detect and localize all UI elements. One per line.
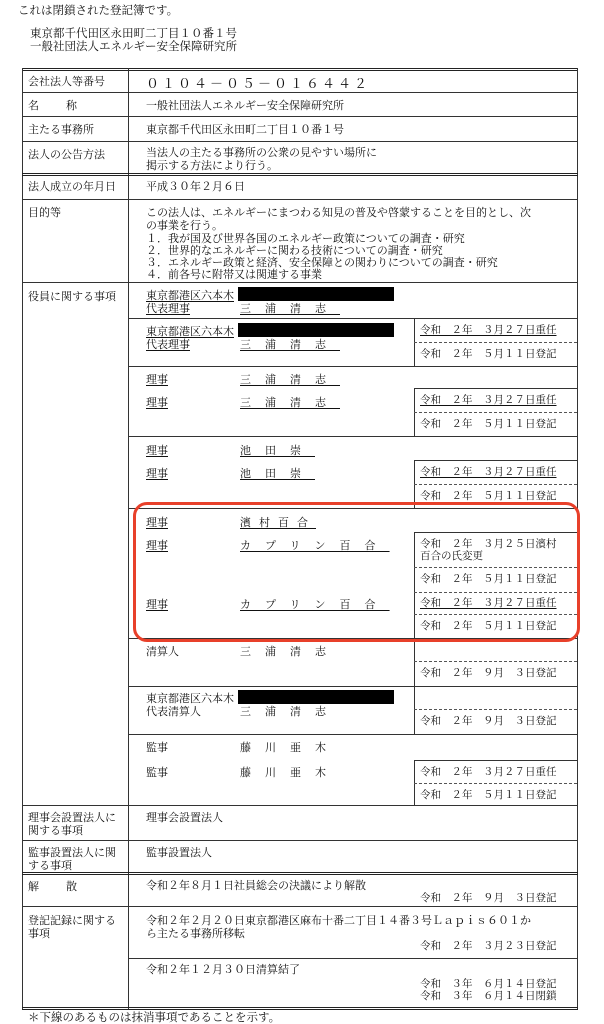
board-label-1: 理事会設置法人に <box>28 811 116 824</box>
officer-address: 東京都港区六本木 <box>146 692 234 705</box>
records-move-2: ら主たる事務所移転 <box>146 927 245 940</box>
officer-title: 代表理事 <box>146 338 190 351</box>
officer-name: 三浦清志 <box>240 302 340 315</box>
officer-name: 三浦清志 <box>240 705 340 718</box>
officer-address: 東京都港区六本木 <box>146 325 234 338</box>
date-entry: 百合の氏変更 <box>420 550 483 562</box>
date-entry: 令和 ２年 ３月２７日重任 <box>420 394 557 406</box>
date-entry: 令和 ２年 ３月２７日重任 <box>420 766 557 778</box>
officer-title: 理事 <box>146 396 168 409</box>
date-entry: 令和 ２年 ９月 ３日登記 <box>420 667 557 679</box>
officer-address: 東京都港区六本木 <box>146 289 234 302</box>
dissolution-value: 令和２年８月１日社員総会の決議により解散 <box>146 879 366 892</box>
purpose-item: ３．エネルギー政策と経済、安全保障との関わりについての調査・研究 <box>146 256 498 269</box>
date-entry: 令和 ２年 ３月２７日重任 <box>420 466 557 478</box>
records-settle-date-1: 令和 ３年 ６月１４日登記 <box>420 978 557 990</box>
redaction-bar <box>238 287 394 301</box>
red-highlight-circle <box>133 502 580 642</box>
officer-name: 池田崇 <box>240 467 315 480</box>
date-entry: 令和 ２年 ３月２７日重任 <box>420 324 557 336</box>
officer-name: 三浦清志 <box>240 396 340 409</box>
records-settle: 令和２年１２月３０日清算結了 <box>146 963 300 976</box>
board-value: 理事会設置法人 <box>146 811 223 824</box>
name-label: 名 称 <box>28 99 85 112</box>
officer-name: 三浦清志 <box>240 645 340 658</box>
date-entry: 令和 ２年 ３月２５日濱村 <box>420 538 557 550</box>
officer-title: 理事 <box>146 467 168 480</box>
name-value: 一般社団法人エネルギー安全保障研究所 <box>146 99 344 112</box>
board-label-2: 関する事項 <box>28 824 83 837</box>
footer-note: ＊下線のあるものは抹消事項であることを示す。 <box>28 1010 281 1024</box>
purpose-intro-1: この法人は、エネルギーにまつわる知見の普及や啓蒙することを目的とし、次 <box>146 206 531 219</box>
officer-name: カプリン百合 <box>240 598 390 611</box>
date-entry: 令和 ２年 ５月１１日登記 <box>420 573 557 585</box>
officer-name: 濱村百合 <box>240 516 316 529</box>
founded-label: 法人成立の年月日 <box>28 180 116 193</box>
records-move-date: 令和 ２年 ３月２３日登記 <box>420 940 557 952</box>
records-settle-date-2: 令和 ３年 ６月１４日閉鎖 <box>420 990 557 1002</box>
auditor-set-label-2: する事項 <box>28 859 72 872</box>
officer-name: カプリン百合 <box>240 539 390 552</box>
date-entry: 令和 ２年 ５月１１日登記 <box>420 789 557 801</box>
purpose-label: 目的等 <box>28 206 61 219</box>
officer-name: 三浦清志 <box>240 373 340 386</box>
label-column-divider <box>128 68 129 1009</box>
corp-no-label: 会社法人等番号 <box>28 75 105 88</box>
office-value: 東京都千代田区永田町二丁目１０番１号 <box>146 123 344 136</box>
notice-value-1: 当法人の主たる事務所の公衆の見やすい場所に <box>146 146 377 159</box>
dissolution-label: 解 散 <box>28 880 85 893</box>
purpose-intro-2: の事業を行う。 <box>146 219 223 232</box>
table-top-border <box>22 68 578 71</box>
records-label-1: 登記記録に関する <box>28 914 116 927</box>
purpose-item: ２．世界的なエネルギーに関わる技術についての調査・研究 <box>146 244 443 257</box>
officer-title: 清算人 <box>146 645 179 658</box>
purpose-item: ４．前各号に附帯又は関連する事業 <box>146 268 322 281</box>
redaction-bar <box>238 323 394 337</box>
header-org: 一般社団法人エネルギー安全保障研究所 <box>30 39 237 53</box>
notice-value-2: 掲示する方法により行う。 <box>146 159 278 172</box>
records-label-2: 事項 <box>28 927 50 940</box>
dissolution-date: 令和 ２年 ９月 ３日登記 <box>420 892 557 904</box>
officer-title: 監事 <box>146 766 168 779</box>
officers-label: 役員に関する事項 <box>28 290 116 303</box>
officer-title: 理事 <box>146 516 168 529</box>
founded-value: 平成３０年２月６日 <box>146 180 245 193</box>
date-entry: 令和 ２年 ５月１１日登記 <box>420 620 557 632</box>
office-label: 主たる事務所 <box>28 123 94 136</box>
officer-name: 池田崇 <box>240 444 315 457</box>
date-entry: 令和 ２年 ５月１１日登記 <box>420 490 557 502</box>
notice-label: 法人の公告方法 <box>28 148 105 161</box>
officer-name: 三浦清志 <box>240 338 340 351</box>
purpose-item: １．我が国及び世界各国のエネルギー政策についての調査・研究 <box>146 232 465 245</box>
officer-title: 代表理事 <box>146 302 190 315</box>
closed-notice: これは閉鎖された登記簿です。 <box>18 3 179 17</box>
officer-title: 理事 <box>146 373 168 386</box>
date-entry: 令和 ２年 ５月１１日登記 <box>420 348 557 360</box>
header-address: 東京都千代田区永田町二丁目１０番１号 <box>30 26 237 40</box>
redaction-bar <box>238 690 394 704</box>
officer-name: 藤川亜木 <box>240 766 340 779</box>
officer-title: 理事 <box>146 539 168 552</box>
officer-title: 理事 <box>146 444 168 457</box>
auditor-set-label-1: 監事設置法人に関 <box>28 846 116 859</box>
auditor-set-value: 監事設置法人 <box>146 846 212 859</box>
officer-title: 代表清算人 <box>146 705 201 718</box>
corp-no-value: ０１０４－０５－０１６４４２ <box>146 77 371 92</box>
officer-name: 藤川亜木 <box>240 741 340 754</box>
date-entry: 令和 ２年 ５月１１日登記 <box>420 418 557 430</box>
table-left-border <box>22 68 23 1009</box>
officer-title: 理事 <box>146 598 168 611</box>
date-entry: 令和 ２年 ３月２７日重任 <box>420 597 557 609</box>
records-move-1: 令和２年２月２０日東京都港区麻布十番二丁目１４番３号Ｌａｐｉｓ６０１か <box>146 914 531 927</box>
officer-title: 監事 <box>146 741 168 754</box>
date-entry: 令和 ２年 ９月 ３日登記 <box>420 715 557 727</box>
